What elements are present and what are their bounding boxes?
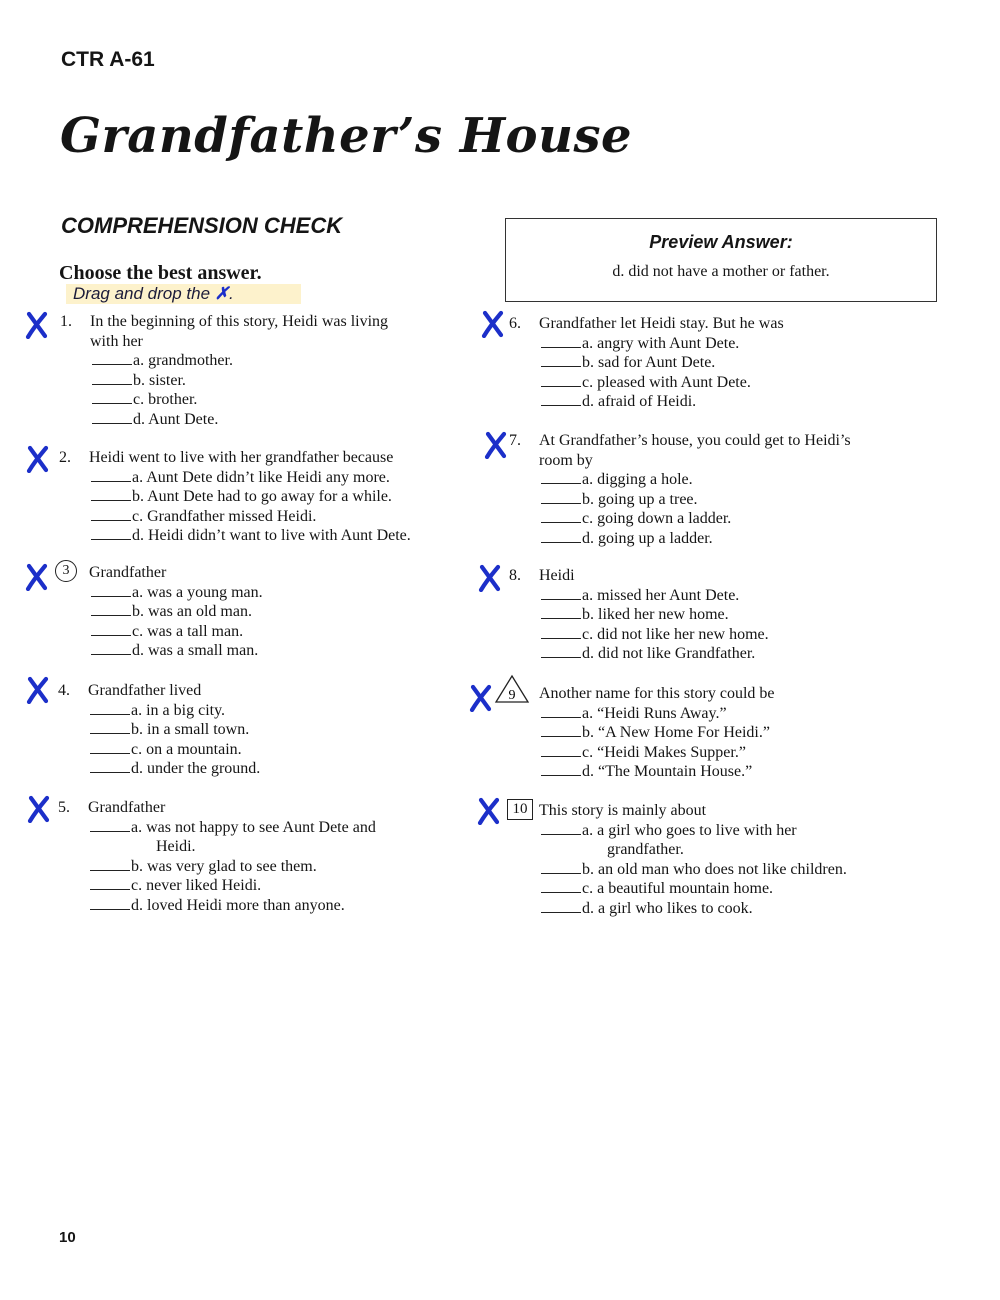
- option-text: d. going up a ladder.: [582, 529, 713, 547]
- answer-drop-blank[interactable]: [541, 374, 581, 387]
- x-mark-icon[interactable]: [25, 676, 51, 704]
- answer-drop-blank[interactable]: [541, 724, 581, 737]
- option-text: b. “A New Home For Heidi.”: [582, 724, 770, 741]
- option-text: c. “Heidi Makes Supper.”: [582, 743, 746, 761]
- question-number: 1.: [60, 313, 72, 330]
- x-mark-icon[interactable]: [26, 795, 52, 823]
- answer-option-d[interactable]: [90, 896, 376, 916]
- option-text: c. Grandfather missed Heidi.: [132, 507, 317, 525]
- answer-drop-blank[interactable]: [541, 530, 581, 543]
- question-stem: [509, 566, 769, 586]
- option-text: d. Heidi didn’t want to live with Aunt Dete.: [132, 527, 411, 544]
- question-5: [58, 798, 376, 915]
- answer-drop-blank[interactable]: [541, 900, 581, 913]
- answer-drop-blank[interactable]: [91, 469, 131, 482]
- section-heading: COMPREHENSION CHECK: [61, 213, 343, 238]
- x-mark-icon[interactable]: [477, 564, 503, 592]
- answer-option-c[interactable]: [91, 622, 263, 642]
- stem-text: room by: [539, 451, 593, 469]
- stem-text: Grandfather let Heidi stay. But he was: [539, 315, 784, 332]
- answer-option-a[interactable]: [541, 704, 775, 724]
- answer-option-c[interactable]: [541, 743, 775, 763]
- question-4: [58, 681, 261, 779]
- answer-drop-blank[interactable]: [90, 877, 130, 890]
- option-text: a. angry with Aunt Dete.: [582, 334, 740, 352]
- drag-hint-end: .: [229, 284, 234, 303]
- answer-option-d[interactable]: [541, 762, 775, 782]
- answer-drop-blank[interactable]: [91, 603, 131, 616]
- question-number: 7.: [509, 432, 521, 449]
- answer-drop-blank[interactable]: [91, 623, 131, 636]
- option-text: a. grandmother.: [133, 352, 233, 369]
- option-text: b. Aunt Dete had to go away for a while.: [132, 488, 392, 505]
- answer-drop-blank[interactable]: [541, 861, 581, 874]
- answer-option-a[interactable]: [541, 334, 784, 354]
- option-text: grandfather.: [607, 841, 684, 858]
- stem-text: In the beginning of this story, Heidi was living: [90, 313, 389, 330]
- preview-answer: d. did not have a mother or father.: [612, 263, 830, 280]
- answer-option-c[interactable]: [91, 507, 411, 527]
- question-7: [509, 431, 851, 548]
- question-stem: [58, 798, 376, 818]
- answer-option-b[interactable]: [91, 602, 263, 622]
- option-text: Heidi.: [156, 838, 196, 855]
- question-2: [59, 448, 411, 546]
- answer-option-a[interactable]: [91, 468, 411, 488]
- option-text: b. was an old man.: [132, 603, 252, 620]
- boxed-number: 10: [507, 799, 533, 820]
- stem-text: This story is mainly about: [539, 802, 707, 819]
- option-text: c. on a mountain.: [131, 740, 242, 758]
- answer-option-a: [541, 840, 847, 860]
- document-code: CTR A-61: [61, 48, 155, 71]
- answer-option-b[interactable]: [91, 487, 411, 507]
- question-10: [512, 801, 847, 918]
- preview-answer-box: [505, 218, 937, 302]
- answer-option-a[interactable]: [90, 701, 260, 721]
- option-text: b. going up a tree.: [582, 490, 698, 508]
- x-mark-icon[interactable]: [25, 445, 51, 473]
- stem-text: Grandfather: [88, 799, 166, 816]
- option-text: a. Aunt Dete didn’t like Heidi any more.: [132, 468, 390, 486]
- question-number: 5.: [58, 799, 70, 816]
- stem-text: At Grandfather’s house, you could get to Heidi’s: [539, 432, 851, 449]
- answer-drop-blank[interactable]: [541, 510, 581, 523]
- answer-option-b[interactable]: [541, 860, 847, 880]
- stem-text: Grandfather: [89, 564, 167, 581]
- question-8: [509, 566, 769, 664]
- stem-text: with her: [90, 332, 143, 350]
- stem-text: Grandfather lived: [88, 682, 202, 699]
- answer-option-c[interactable]: [92, 390, 388, 410]
- answer-drop-blank[interactable]: [541, 587, 581, 600]
- answer-option-c[interactable]: [90, 876, 376, 896]
- option-text: c. never liked Heidi.: [131, 877, 262, 894]
- answer-drop-blank[interactable]: [92, 411, 132, 424]
- answer-option-c[interactable]: [541, 625, 769, 645]
- answer-option-a[interactable]: [91, 583, 263, 603]
- option-text: c. going down a ladder.: [582, 510, 732, 527]
- question-number: 6.: [509, 315, 521, 332]
- option-text: b. sister.: [133, 371, 186, 389]
- svg-text:9: 9: [508, 688, 516, 703]
- page-title: Grandfather’s House: [60, 108, 633, 164]
- option-text: a. was not happy to see Aunt Dete and: [131, 818, 376, 836]
- answer-drop-blank[interactable]: [90, 702, 130, 715]
- answer-drop-blank[interactable]: [90, 721, 130, 734]
- option-text: d. afraid of Heidi.: [582, 393, 697, 410]
- answer-drop-blank[interactable]: [91, 488, 131, 501]
- stem-text: Heidi went to live with her grandfather because: [89, 449, 394, 466]
- answer-drop-blank[interactable]: [90, 819, 130, 832]
- answer-option-a[interactable]: [92, 351, 388, 371]
- answer-option-c[interactable]: [541, 509, 851, 529]
- option-text: b. was very glad to see them.: [131, 857, 317, 875]
- answer-option-b[interactable]: [541, 490, 851, 510]
- answer-drop-blank[interactable]: [541, 744, 581, 757]
- question-stem: [59, 448, 411, 468]
- x-mark-icon[interactable]: [24, 311, 50, 339]
- answer-drop-blank[interactable]: [90, 897, 130, 910]
- x-mark-icon[interactable]: [476, 797, 502, 825]
- answer-drop-blank[interactable]: [541, 880, 581, 893]
- question-1: [60, 312, 389, 429]
- option-text: d. a girl who likes to cook.: [582, 899, 753, 917]
- question-9: [508, 684, 775, 782]
- answer-drop-blank[interactable]: [92, 372, 132, 385]
- instruction: Choose the best answer.: [59, 262, 262, 284]
- answer-drop-blank[interactable]: [90, 741, 130, 754]
- question-stem: [90, 332, 388, 352]
- answer-drop-blank[interactable]: [541, 645, 581, 658]
- answer-option-b[interactable]: [541, 723, 775, 743]
- answer-option-c[interactable]: [90, 740, 260, 760]
- answer-drop-blank[interactable]: [541, 471, 581, 484]
- answer-drop-blank[interactable]: [91, 584, 131, 597]
- question-stem: [60, 312, 389, 332]
- page-number: 10: [59, 1229, 76, 1246]
- option-text: d. Aunt Dete.: [133, 410, 219, 428]
- answer-option-d[interactable]: [92, 410, 388, 430]
- answer-option-d[interactable]: [541, 392, 784, 412]
- answer-option-a[interactable]: [90, 818, 376, 838]
- preview-heading: Preview Answer:: [649, 232, 793, 252]
- answer-drop-blank[interactable]: [92, 391, 132, 404]
- drag-hint: [66, 284, 301, 304]
- option-text: d. “The Mountain House.”: [582, 763, 753, 780]
- answer-drop-blank[interactable]: [541, 335, 581, 348]
- answer-option-c[interactable]: [541, 879, 847, 899]
- question-stem: [509, 314, 784, 334]
- answer-option-b[interactable]: [541, 605, 769, 625]
- answer-option-d[interactable]: [541, 899, 847, 919]
- option-text: b. in a small town.: [131, 721, 250, 738]
- answer-option-d[interactable]: [90, 759, 260, 779]
- option-text: c. was a tall man.: [132, 622, 244, 640]
- answer-drop-blank[interactable]: [541, 626, 581, 639]
- answer-option-b[interactable]: [541, 353, 784, 373]
- option-text: b. an old man who does not like children.: [582, 860, 847, 878]
- question-number: 8.: [509, 567, 521, 584]
- answer-option-a[interactable]: [541, 586, 769, 606]
- answer-drop-blank[interactable]: [541, 606, 581, 619]
- question-stem: [62, 563, 263, 583]
- answer-option-a[interactable]: [541, 821, 847, 841]
- stem-text: Heidi: [539, 567, 575, 584]
- answer-drop-blank[interactable]: [541, 822, 581, 835]
- answer-option-b[interactable]: [92, 371, 388, 391]
- answer-option-d[interactable]: [91, 526, 411, 546]
- option-text: d. was a small man.: [132, 642, 259, 659]
- question-3: [62, 563, 263, 661]
- option-text: a. missed her Aunt Dete.: [582, 586, 740, 604]
- option-text: a. digging a hole.: [582, 471, 693, 488]
- question-stem: [512, 801, 847, 821]
- option-text: a. in a big city.: [131, 701, 226, 719]
- answer-drop-blank[interactable]: [541, 705, 581, 718]
- answer-drop-blank[interactable]: [91, 527, 131, 540]
- answer-option-d[interactable]: [541, 644, 769, 664]
- answer-drop-blank[interactable]: [541, 354, 581, 367]
- question-number: 4.: [58, 682, 70, 699]
- x-mark-icon[interactable]: [24, 563, 50, 591]
- answer-option-c[interactable]: [541, 373, 784, 393]
- x-mark-icon[interactable]: [483, 431, 509, 459]
- option-text: c. a beautiful mountain home.: [582, 880, 774, 897]
- option-text: d. did not like Grandfather.: [582, 645, 756, 662]
- option-text: a. a girl who goes to live with her: [582, 821, 797, 839]
- answer-drop-blank[interactable]: [541, 393, 581, 406]
- option-text: b. liked her new home.: [582, 606, 729, 623]
- answer-drop-blank[interactable]: [91, 642, 131, 655]
- drag-hint-text: Drag and drop the: [73, 284, 211, 303]
- answer-option-a: [90, 837, 376, 857]
- answer-drop-blank[interactable]: [92, 352, 132, 365]
- answer-drop-blank[interactable]: [91, 508, 131, 521]
- question-stem: [58, 681, 260, 701]
- answer-drop-blank[interactable]: [541, 763, 581, 776]
- triangle-number: [494, 674, 530, 704]
- answer-option-a[interactable]: [541, 470, 851, 490]
- option-text: c. did not like her new home.: [582, 625, 769, 643]
- answer-drop-blank[interactable]: [90, 760, 130, 773]
- circled-number: 3: [55, 560, 77, 582]
- option-text: a. was a young man.: [132, 583, 263, 601]
- x-mark-icon[interactable]: [468, 684, 494, 712]
- option-text: a. “Heidi Runs Away.”: [582, 704, 727, 722]
- x-mark-icon: ✗: [214, 284, 230, 303]
- answer-option-b[interactable]: [90, 857, 376, 877]
- option-text: d. loved Heidi more than anyone.: [131, 896, 345, 914]
- stem-text: Another name for this story could be: [539, 685, 775, 702]
- answer-option-d[interactable]: [91, 641, 263, 661]
- question-6: [509, 314, 784, 412]
- option-text: b. sad for Aunt Dete.: [582, 354, 716, 371]
- question-number: 2.: [59, 449, 71, 466]
- x-mark-icon[interactable]: [480, 310, 506, 338]
- answer-drop-blank[interactable]: [90, 858, 130, 871]
- answer-drop-blank[interactable]: [541, 491, 581, 504]
- option-text: c. pleased with Aunt Dete.: [582, 373, 751, 391]
- answer-option-b[interactable]: [90, 720, 260, 740]
- question-stem: [509, 431, 851, 451]
- option-text: d. under the ground.: [131, 760, 261, 777]
- question-stem: [508, 684, 775, 704]
- option-text: c. brother.: [133, 391, 198, 408]
- answer-option-d[interactable]: [541, 529, 851, 549]
- question-stem: [539, 451, 851, 471]
